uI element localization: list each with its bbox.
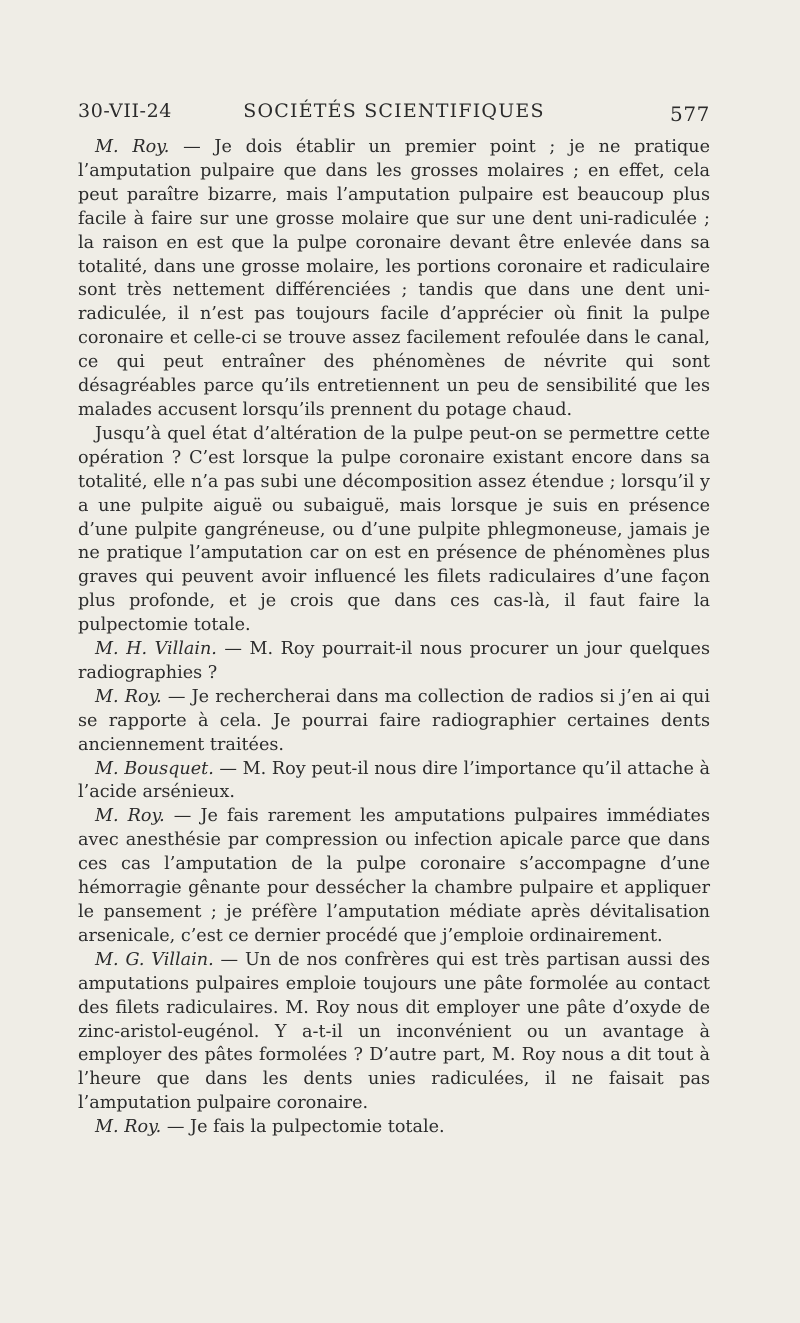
paragraph-6 (78, 805, 710, 948)
paragraph-text: — Je dois établir un premier point ; je ne pratique l’amputation pulpaire que dans les grosses molaires ; en effet, cela peut paraître bizarre, mais l’amputation pulpaire est beaucoup plus facile à faire sur une grosse molaire que sur une dent uni-radiculée ; la raison en est que la pulpe coronaire devant être enlevée dans sa totalité, dans une grosse molaire, les portions coronaire et radiculaire sont très nettement différenciées ; tandis que dans une dent uni-radiculée, il n’est pas toujours facile d’apprécier où finit la pulpe coronaire et celle-ci se trouve assez facilement refoulée dans le canal, ce qui peut entraîner des phénomènes de névrite qui sont désagréables parce qu’ils entretiennent un peu de sensibilité que les malades accusent lorsqu’ils prennent du potage chaud. (78, 137, 710, 420)
paragraph-5 (78, 758, 710, 806)
speaker-name: M. Roy. (95, 137, 170, 157)
speaker-name: M. G. Villain. (95, 949, 214, 970)
paragraph-text: — Je fais la pulpectomie totale. (161, 1117, 445, 1138)
page-number: 577 (670, 102, 710, 126)
paragraph-4 (78, 686, 710, 758)
paragraph-text: — M. Roy peut-il nous dire l’importance qu’il attache à l’acide arsénieux. (78, 758, 710, 803)
paragraph-2 (78, 423, 710, 638)
header-date: 30-VII-24 (78, 100, 172, 122)
paragraph-text: — M. Roy pourrait-il nous procurer un jour quelques radiographies ? (78, 639, 711, 683)
paragraph-7 (78, 949, 710, 1116)
speaker-name: M. Roy. (95, 686, 162, 707)
paragraph-1 (78, 136, 710, 423)
paragraph-text: Jusqu’à quel état d’altération de la pulpe peut-on se permettre cette opération ? C’est lorsque la pulpe coronaire existant encore dans sa totalité, elle n’a pas subi une décomposition assez étendue ; lorsqu’il y a une pulpite aiguë ou subaiguë, mais lorsque je suis en présence d’une pulpite gangréneuse, ou d’une pulpite phlegmoneuse, jamais je ne pratique l’amputation car on est en présence de phénomènes plus graves qui peuvent avoir influencé les filets radiculaires d’une façon plus profonde, et je crois que dans ces cas-là, il faut faire la pulpectomie totale. (78, 423, 710, 636)
paragraph-3 (78, 638, 710, 686)
header-title: SOCIÉTÉS SCIENTIFIQUES (243, 100, 545, 122)
paragraph-8 (78, 1116, 710, 1140)
speaker-name: M. Bousquet. (95, 758, 214, 779)
speaker-name: M. H. Villain. (95, 639, 217, 660)
paragraph-text: — Je fais rarement les amputations pulpaires immédiates avec anesthésie par compression ou infection apicale parce que dans ces cas l’amputation de la pulpe coronaire s’accompagne d’une hémorragie gênante pour dessécher la chambre pulpaire et appliquer le pansement ; je préfère l’amputation médiate après dévitalisation arsenicale, c’est ce dernier procédé que j’emploie ordinairement. (78, 806, 710, 946)
running-head (78, 100, 710, 130)
speaker-name: M. Roy. (95, 806, 165, 827)
speaker-name: M. Roy. (95, 1117, 162, 1138)
body-text (78, 136, 710, 1140)
paragraph-text: — Un de nos confrères qui est très partisan aussi des amputations pulpaires emploie toujours une pâte formolée au contact des filets radiculaires. M. Roy nous dit employer une pâte d’oxyde de zinc-aristol-eugénol. Y a-t-il un inconvénient ou un avantage à employer des pâtes formolées ? D’autre part, M. Roy nous a dit tout à l’heure que dans les dents unies radiculées, il ne faisait pas l’amputation pulpaire coronaire. (78, 949, 710, 1114)
paragraph-text: — Je rechercherai dans ma collection de radios si j’en ai qui se rapporte à cela. Je pourrai faire radiographier certaines dents anciennement traitées. (78, 686, 710, 755)
